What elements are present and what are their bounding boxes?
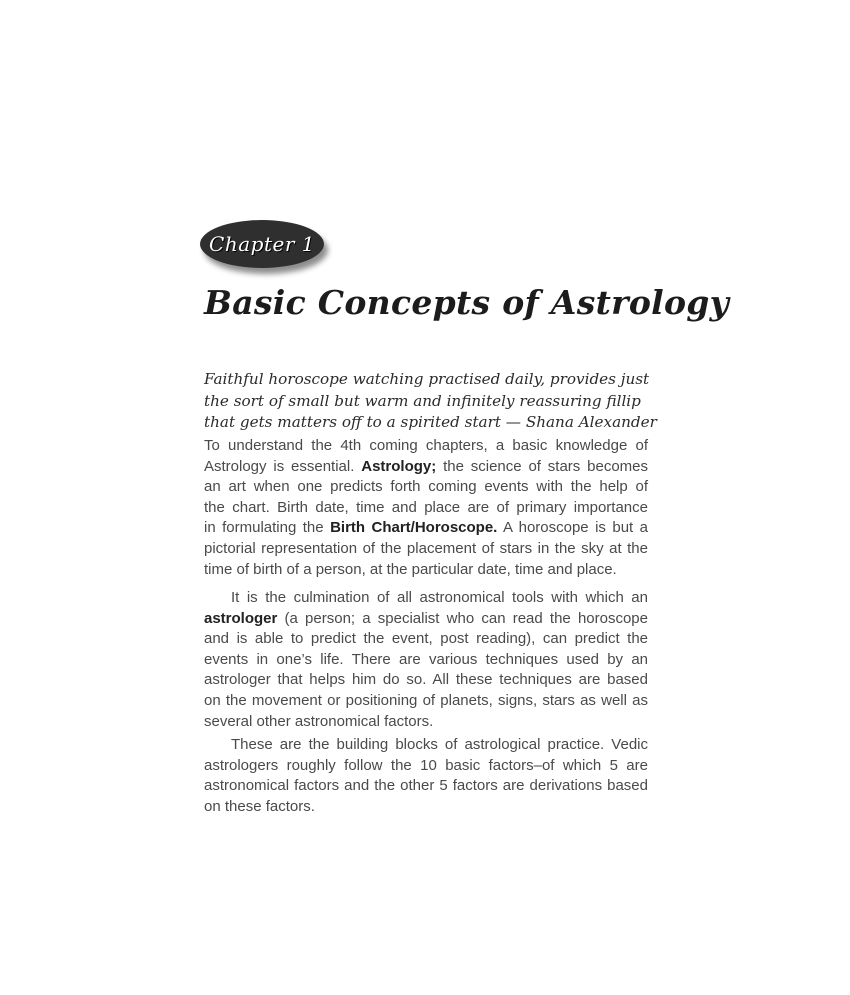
paragraph-line xyxy=(204,457,648,478)
text-run: astronomical factors and the other 5 factors are derivations based xyxy=(204,777,648,795)
paragraph-line xyxy=(204,756,648,777)
bold-term-astrology: Astrology; xyxy=(361,457,437,475)
paragraph-line xyxy=(204,588,648,609)
text-run: A horoscope is but a xyxy=(497,519,649,537)
paragraph-line xyxy=(204,436,648,457)
paragraph-line xyxy=(204,735,648,756)
chapter-title: Basic Concepts of Astrology xyxy=(204,283,730,322)
paragraph-line xyxy=(204,518,648,539)
text-run: It is the culmination of all astronomical tools with which an xyxy=(231,589,648,606)
text-run: events in one’s life. There are various techniques used by an xyxy=(204,650,648,668)
text-run: (a person; a specialist who can read the horoscope xyxy=(277,609,648,627)
text-run: on the movement or positioning of planets, signs, stars as well as xyxy=(204,691,648,709)
paragraph-line xyxy=(204,650,648,671)
text-run: the chart. Birth date, time and place are of primary importance xyxy=(204,498,648,516)
chapter-badge-label: Chapter 1 xyxy=(209,232,315,256)
text-run: in formulating the xyxy=(204,519,331,537)
body-paragraph-2 xyxy=(204,588,648,732)
paragraph-line xyxy=(204,797,648,818)
paragraph-line xyxy=(204,560,648,581)
text-run: and is able to predict the event, post reading), can predict the xyxy=(204,630,648,648)
text-run: astrologer that helps him do so. All these techniques are based xyxy=(204,671,648,689)
paragraph-line xyxy=(204,609,648,630)
text-run: time of birth of a person, at the particular date, time and place. xyxy=(204,560,617,578)
text-run: pictorial representation of the placement of stars in the sky at the xyxy=(204,539,648,557)
text-run: To understand the 4th coming chapters, a basic knowledge of xyxy=(204,437,648,454)
epigraph-line: Faithful horoscope watching practised daily, provides just xyxy=(204,370,650,388)
epigraph-line: that gets matters off to a spirited start — Shana Alexander xyxy=(204,413,657,431)
bold-term-astrologer: astrologer xyxy=(204,609,278,627)
bold-term-birth-chart: Birth Chart/Horoscope. xyxy=(330,519,498,537)
paragraph-line xyxy=(204,776,648,797)
paragraph-line xyxy=(204,539,648,560)
paragraph-line xyxy=(204,712,648,733)
epigraph-quote xyxy=(204,369,657,434)
text-run: astrologers roughly follow the 10 basic factors–of which 5 are xyxy=(204,756,648,774)
text-run: on these factors. xyxy=(204,797,315,815)
chapter-badge xyxy=(200,220,324,268)
paragraph-line xyxy=(204,629,648,650)
paragraph-line xyxy=(204,498,648,519)
text-run: several other astronomical factors. xyxy=(204,712,434,730)
text-run: Astrology is essential. xyxy=(204,457,362,475)
body-paragraph-3 xyxy=(204,735,648,817)
epigraph-line: the sort of small but warm and infinitely reassuring fillip xyxy=(204,391,641,410)
text-run: an art when one predicts forth coming events with the help of xyxy=(204,478,648,496)
paragraph-line xyxy=(204,691,648,712)
text-run: the science of stars becomes xyxy=(436,457,648,475)
paragraph-line xyxy=(204,670,648,691)
text-run: These are the building blocks of astrological practice. Vedic xyxy=(231,736,648,753)
body-paragraph-1 xyxy=(204,436,648,580)
paragraph-line xyxy=(204,477,648,498)
